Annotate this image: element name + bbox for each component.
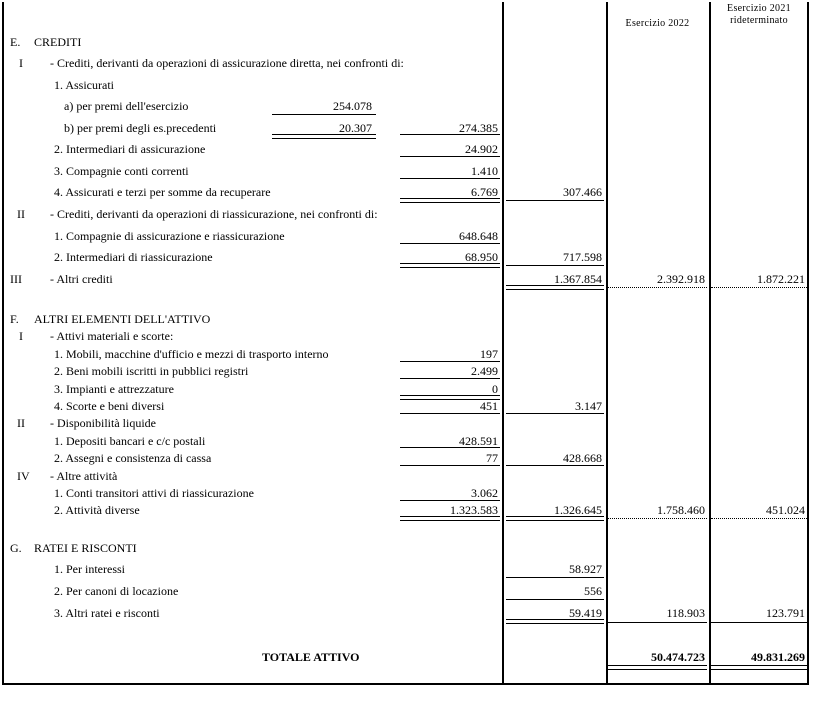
cell-value: 1.326.645: [554, 503, 602, 517]
cell-value: 2.499: [471, 364, 498, 378]
row-label: 2. Beni mobili iscritti in pubblici registri: [54, 364, 249, 378]
row-label: - Altri crediti: [50, 272, 113, 286]
cell-value: 0: [492, 382, 498, 396]
row-label: - Disponibilità liquide: [50, 416, 156, 430]
dotted-underline: [608, 287, 707, 288]
row-label: 3. Compagnie conti correnti: [54, 164, 189, 178]
double-underline: [506, 285, 604, 290]
underline: [400, 243, 500, 244]
row-label: 2. Assegni e consistenza di cassa: [54, 451, 212, 465]
cell-value: 3.147: [575, 399, 602, 413]
cell-value: 20.307: [339, 121, 372, 135]
row-label: - Crediti, derivanti da operazioni di assicurazione diretta, nei confronti di:: [50, 56, 404, 70]
underline: [272, 114, 376, 115]
underline: [506, 413, 604, 414]
row-label: 2. Intermediari di assicurazione: [54, 142, 206, 156]
column-header-2021-sub: rideterminato: [730, 15, 788, 26]
cell-value: 59.419: [569, 606, 602, 620]
section-title: ALTRI ELEMENTI DELL'ATTIVO: [34, 312, 211, 326]
row-label: - Altre attività: [50, 469, 118, 483]
cell-value: 428.668: [563, 451, 602, 465]
section-title: CREDITI: [34, 35, 82, 49]
row-label: 2. Per canoni di locazione: [54, 584, 179, 598]
cell-value: 648.648: [459, 229, 498, 243]
section-total-2021: 451.024: [766, 503, 805, 517]
underline: [400, 361, 500, 362]
underline: [400, 156, 500, 157]
cell-value: 274.385: [459, 121, 498, 135]
row-label: - Attivi materiali e scorte:: [50, 329, 174, 343]
underline: [400, 465, 500, 466]
section-title: RATEI E RISCONTI: [34, 541, 137, 555]
roman-numeral: I: [19, 329, 23, 343]
cell-value: 3.062: [471, 486, 498, 500]
section-letter: F.: [10, 312, 19, 326]
underline: [400, 178, 500, 179]
column-header-2022: Esercizio 2022: [625, 18, 690, 29]
roman-numeral: II: [17, 207, 25, 221]
row-label: 1. Assicurati: [54, 78, 114, 92]
column-divider: [709, 2, 711, 685]
section-total-2022: 118.903: [666, 606, 705, 620]
row-label: b) per premi degli es.precedenti: [64, 121, 217, 135]
grand-total-2022: 50.474.723: [651, 650, 705, 664]
double-underline: [400, 263, 500, 268]
cell-value: 717.598: [563, 250, 602, 264]
double-underline: [711, 665, 807, 670]
dotted-underline: [711, 287, 807, 288]
double-underline: [608, 665, 707, 670]
underline: [400, 500, 500, 501]
cell-value: 24.902: [465, 142, 498, 156]
row-label: 3. Impianti e attrezzature: [54, 382, 174, 396]
section-letter: G.: [10, 541, 22, 555]
cell-value: 556: [584, 584, 602, 598]
row-label: 2. Intermediari di riassicurazione: [54, 250, 213, 264]
underline: [506, 200, 604, 201]
cell-value: 1.367.854: [554, 272, 602, 286]
cell-value: 307.466: [563, 185, 602, 199]
underline: [506, 465, 604, 466]
dotted-underline: [608, 518, 707, 519]
row-label: a) per premi dell'esercizio: [64, 99, 189, 113]
cell-value: 197: [480, 347, 498, 361]
cell-value: 428.591: [459, 434, 498, 448]
section-total-2021: 1.872.221: [757, 272, 805, 286]
grand-total-2021: 49.831.269: [751, 650, 805, 664]
underline: [711, 622, 807, 623]
underline: [506, 599, 604, 600]
double-underline: [400, 516, 500, 521]
row-label: 1. Depositi bancari e c/c postali: [54, 434, 206, 448]
cell-value: 1.410: [471, 164, 498, 178]
cell-value: 254.078: [333, 99, 372, 113]
row-label: 4. Scorte e beni diversi: [54, 399, 165, 413]
section-total-2022: 1.758.460: [657, 503, 705, 517]
row-label: 1. Conti transitori attivi di riassicurazione: [54, 486, 254, 500]
section-total-2022: 2.392.918: [657, 272, 705, 286]
double-underline: [506, 516, 604, 521]
double-underline: [506, 619, 604, 624]
underline: [400, 447, 500, 448]
double-underline: [400, 198, 500, 203]
column-header-2021: Esercizio 2021: [727, 3, 791, 14]
cell-value: 451: [480, 399, 498, 413]
cell-value: 1.323.583: [450, 503, 498, 517]
row-label: 2. Attività diverse: [54, 503, 140, 517]
row-label: 1. Mobili, macchine d'ufficio e mezzi di trasporto interno: [54, 347, 329, 361]
row-label: 3. Altri ratei e risconti: [54, 606, 160, 620]
column-divider: [606, 2, 608, 685]
underline: [400, 413, 500, 414]
row-label: 1. Compagnie di assicurazione e riassicurazione: [54, 229, 285, 243]
cell-value: 58.927: [569, 562, 602, 576]
row-label: - Crediti, derivanti da operazioni di riassicurazione, nei confronti di:: [50, 207, 378, 221]
roman-numeral: IV: [17, 469, 30, 483]
underline: [506, 265, 604, 266]
section-letter: E.: [10, 35, 21, 49]
section-total-2021: 123.791: [766, 606, 805, 620]
cell-value: 68.950: [465, 250, 498, 264]
row-label: 4. Assicurati e terzi per somme da recuperare: [54, 185, 271, 199]
double-underline: [272, 134, 376, 139]
cell-value: 6.769: [471, 185, 498, 199]
grand-total-label: TOTALE ATTIVO: [262, 650, 360, 664]
roman-numeral: III: [10, 272, 22, 286]
underline: [608, 622, 707, 623]
row-label: 1. Per interessi: [54, 562, 125, 576]
underline: [400, 378, 500, 379]
column-divider: [502, 2, 504, 685]
underline: [506, 577, 604, 578]
roman-numeral: II: [17, 416, 25, 430]
cell-value: 77: [486, 451, 498, 465]
roman-numeral: I: [19, 56, 23, 70]
underline: [400, 134, 500, 135]
dotted-underline: [711, 518, 807, 519]
